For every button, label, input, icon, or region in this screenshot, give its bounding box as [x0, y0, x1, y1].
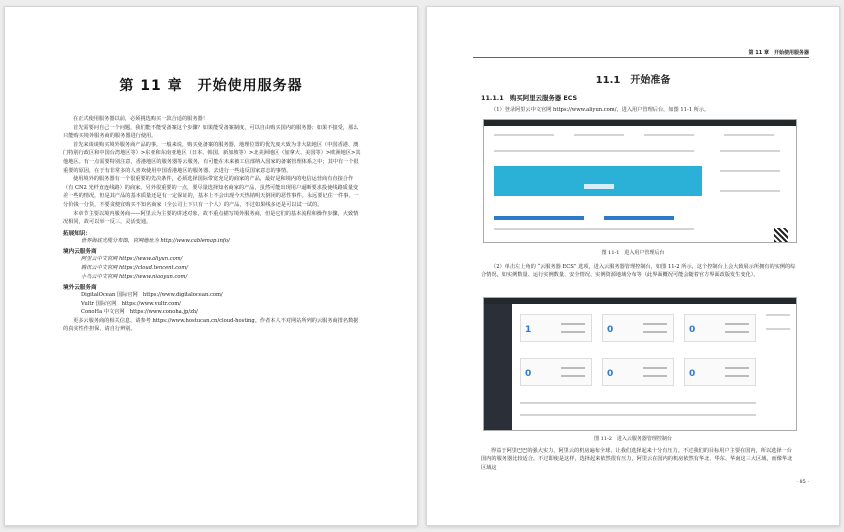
- console-topbar: [484, 298, 796, 304]
- paragraph: 在正式使用服务器以前，必须挑选购买一款合适的服务器！: [73, 116, 208, 122]
- overseas-link[interactable]: Vultr 国际官网 https://www.vultr.com/: [81, 300, 181, 307]
- stat-card: [602, 358, 674, 386]
- text-line: [720, 150, 780, 152]
- stat-count: 1: [525, 325, 532, 335]
- banner-button[interactable]: [584, 184, 614, 189]
- promo-banner: [494, 166, 702, 196]
- text-line: [643, 323, 667, 325]
- step-1: （1）登录阿里云中文官网 https://www.aliyun.com/，进入用户管理后台，如图 11-1 所示。: [491, 107, 710, 113]
- qr-code-icon: [774, 228, 788, 242]
- console-sidebar: [484, 304, 512, 430]
- text-line: [725, 331, 749, 333]
- text-line: [643, 367, 667, 369]
- stat-card: [684, 314, 756, 342]
- domestic-heading: 境内云服务商: [63, 249, 97, 256]
- stat-card: [520, 314, 592, 342]
- progress-bar: [604, 216, 674, 220]
- text-line: [766, 328, 790, 330]
- text-line: [643, 331, 667, 333]
- paragraph: 首先需要问自己一个问题，我们能不能受备案这个步骤？如果能受备案制度，可以自由购买国内的服务器；如果不接受，那么只能购买境外服务商的服务器进行使用。: [63, 124, 359, 140]
- stat-count: 0: [689, 325, 696, 335]
- paragraph: 首先来谈谈购买境外服务商产品的事。一般来说，购买免备案的服务器，地理位置的优先度大致为非大陆地区（中国香港、澳门特别行政区和中国台湾地区等）>东亚和东南亚地区（日本、韩国、新加坡等）>北美洲地区（加拿大、美国等）>欧洲地区>其他地区。有一点需要特别注意，香港地区的服务器等云服务，有可能在未来被工信部纳入国家的备案管理体系之中；其中有一个很重要的原因，在于有非常多的人喜欢使用中国香港地区的服务器，去进行一些违反国家意志的事情。: [63, 141, 361, 174]
- text-line: [561, 331, 585, 333]
- section-title: 11.1 开始准备: [595, 75, 671, 86]
- stat-card: [684, 358, 756, 386]
- progress-bar: [494, 216, 584, 220]
- text-line: [494, 134, 554, 136]
- text-line: [520, 402, 756, 404]
- header-rule: [473, 57, 809, 58]
- paragraph: 使用境外的服务器有一个很重要的先决条件，必须选择国际带宽充足的商家的产品，最好是和境内的电信运营商有直接合作（有 CN2 光纤直连线路）的商家。另外很重要的一点，要尽量选择知名商家的产品，虽然可能出现用户逼断要求投使线路质量变差一些的情况，但是其产品的基本质量还是有一定保证的，基本上不会出现今天热销明天倒闭的恶性事件。永远要记住一件事，一分价钱一分货，不要贪便宜购买不知名商家（全公司上下只有一个人）的产品，不过如果线多还是可以试一试的。: [63, 176, 359, 208]
- text-line: [720, 190, 780, 192]
- overseas-link[interactable]: DigitalOcean 国际官网 https://www.digitalocean.com/: [81, 292, 223, 299]
- stat-card: [520, 358, 592, 386]
- figure-11-2-caption: 图 11-2 进入云服务器管理控制台: [594, 436, 672, 442]
- page-number: · 85 ·: [796, 479, 809, 485]
- left-page: [4, 6, 418, 526]
- text-line: [720, 170, 780, 172]
- overseas-heading: 境外云服务商: [63, 285, 97, 292]
- text-line: [574, 134, 624, 136]
- cablemap-link[interactable]: 世界海底光缆分布图，官网地址为 http://www.cablemap.info/: [81, 237, 230, 244]
- running-head: 第 11 章 开始使用服务器: [748, 50, 809, 56]
- right-page: [426, 6, 840, 526]
- step-3: 得益于阿里巴巴的强大实力，阿里云的机房遍布全球，让我们选择起来十分有压力。不过我们的目标用户主要在国内，所以选择一台国内的服务器比较适合。不过即使是这样，选择起来依然很有压力，阿里云在国内的机房依然有华北、华东、华南这三大区域，而像华北区域这: [481, 448, 793, 471]
- overseas-link[interactable]: ConoHa 中文官网 https://www.conoha.jp/zh/: [81, 309, 198, 316]
- domestic-link[interactable]: 腾讯云中文官网 https://cloud.tencent.com/: [81, 264, 188, 271]
- domestic-link[interactable]: 小鸟云中文官网 https://www.niaoyun.com/: [81, 273, 188, 280]
- text-line: [561, 367, 585, 369]
- chapter-title: 第 11 章 开始使用服务器: [119, 78, 303, 94]
- domestic-link[interactable]: 阿里云中文官网 https://www.aliyun.com/: [81, 256, 183, 263]
- text-line: [494, 228, 694, 230]
- subsection-title: 11.1.1 购买阿里云服务器 ECS: [481, 94, 578, 102]
- text-line: [494, 150, 694, 152]
- text-line: [561, 375, 585, 377]
- paragraph: 本章节主要以境内服务商——阿里云为主要的讲述对象，故不重点描写境外服务商，但是它们的基本流程和操作步骤，大致情况相同，故可以举一反三，灵活变通。: [63, 210, 359, 226]
- text-line: [725, 367, 749, 369]
- text-line: [725, 375, 749, 377]
- stat-count: 0: [607, 325, 614, 335]
- text-line: [766, 314, 790, 316]
- text-line: [724, 134, 774, 136]
- console-topbar: [484, 120, 796, 126]
- figure-11-1-screenshot: [483, 119, 797, 243]
- figure-11-1-caption: 图 11-1 进入用户管理后台: [601, 250, 665, 256]
- stat-count: 0: [525, 369, 532, 379]
- text-line: [643, 375, 667, 377]
- text-line: [725, 323, 749, 325]
- figure-11-2-screenshot: [483, 297, 797, 431]
- expand-heading: 拓展知识：: [63, 230, 91, 237]
- stat-card: [602, 314, 674, 342]
- text-line: [520, 414, 756, 416]
- stat-count: 0: [607, 369, 614, 379]
- left-body: [63, 115, 363, 334]
- text-line: [644, 134, 694, 136]
- text-line: [561, 323, 585, 325]
- stat-count: 0: [689, 369, 696, 379]
- step-2: （2）单击左上角的 “云服务器 ECS” 选项，进入云服务器管理控制台，如图 11-2 所示，这个控制台上会大致展示所拥有的实例的综合情况，如实例数量、运行实例数量、安全情况、实例资源地域分布等（此界面概况可能会随着官方界面改版发生变化）。: [481, 264, 796, 279]
- closing-paragraph: 更多云服务商的相关信息，请参考 https://www.hostucan.cn/cloud-hosting。作者本人不对网站所列的云服务商排名数据的真实性作担保，请自行辨别。: [63, 317, 359, 333]
